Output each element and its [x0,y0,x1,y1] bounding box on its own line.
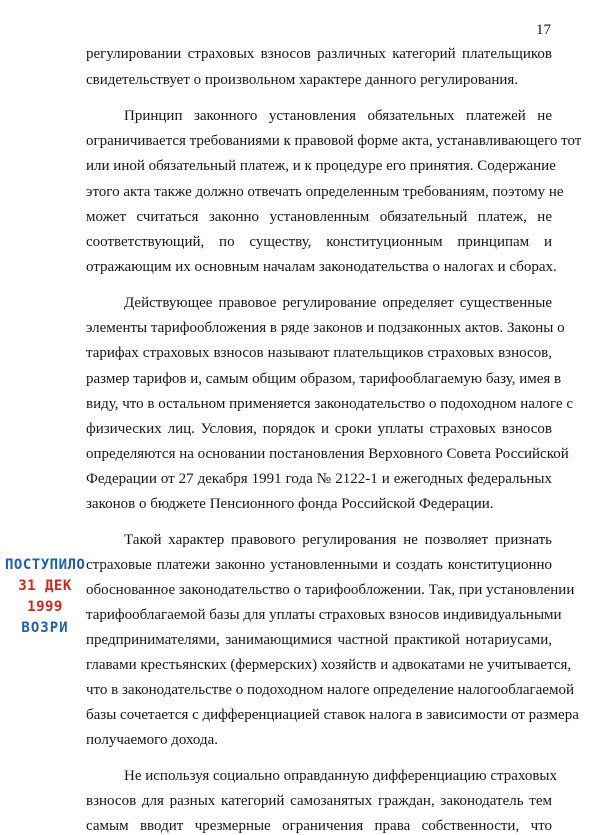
text-line: ограничивается требованиями к правовой форме акта, устанавливающего тот [86,133,582,149]
text-line: получаемого дохода. [86,732,218,748]
stamp-received-label: ПОСТУПИЛО [5,557,86,573]
stamp-date: 31 ДЕК 1999 [18,578,72,615]
text-line: отражающим их основным началам законодательства о налогах и сборах. [86,259,557,275]
text-line: законов о бюджете Пенсионного фонда Российской Федерации. [86,496,494,512]
text-line: Действующее правовое регулирование определяет существенные [124,295,552,311]
text-line: страховые платежи законно установленными и создать конституционно [86,557,552,573]
text-line: самым вводит чрезмерные ограничения права собственности, что [86,818,552,834]
text-line: элементы тарифообложения в ряде законов и подзаконных актов. Законы о [86,320,565,336]
text-line: определяются на основании постановления Верховного Совета Российской [86,446,569,462]
text-line: регулировании страховых взносов различных категорий плательщиков [86,46,552,62]
text-line: тарифах страховых взносов называют плательщиков страховых взносов, [86,345,552,361]
text-line: размер тарифов и, самым общим образом, тарифооблагаемую базу, имея в [86,371,562,387]
text-line: Такой характер правового регулирования не позволяет признать [124,532,552,548]
text-line: главами крестьянских (фермерских) хозяйств и адвокатами не учитывается, [86,657,572,673]
text-line: свидетельствует о произвольном характере данного регулирования. [86,72,519,88]
text-line: может считаться законно установленным обязательный платеж, не [86,209,552,225]
text-line: виду, что в остальном применяется законодательство о подоходном налоге с [86,396,574,412]
text-line: этого акта также должно отвечать определенным требованиям, поэтому не [86,184,564,200]
text-line: базы сочетается с дифференциацией ставок налога в зависимости от размера [86,707,579,723]
text-line: предпринимателями, занимающимися частной практикой нотариусами, [86,632,552,648]
text-line: Принцип законного установления обязательных платежей не [124,108,552,124]
text-line: или иной обязательный платеж, и к процедуре его принятия. Содержание [86,158,556,174]
text-line: взносов для разных категорий самозанятых граждан, законодатель тем [86,793,552,809]
received-stamp [5,555,85,639]
text-line: соответствующий, по существу, конституционным принципам и [86,234,552,250]
text-line: Не используя социально оправданную дифференциацию страховых [124,768,557,784]
text-line: Федерации от 27 декабря 1991 года № 2122-1 и ежегодных федеральных [86,471,552,487]
text-line: обоснованное законодательство о тарифообложении. Так, при установлении [86,582,575,598]
text-line: тарифооблагаемой базы для уплаты страховых взносов индивидуальными [86,607,562,623]
text-line: что в законодательстве о подоходном налоге определение налогооблагаемой [86,682,574,698]
text-line: физических лиц. Условия, порядок и сроки уплаты страховых взносов [86,421,552,437]
stamp-office: ВОЗРИ [21,620,69,636]
page-number: 17 [536,22,551,38]
